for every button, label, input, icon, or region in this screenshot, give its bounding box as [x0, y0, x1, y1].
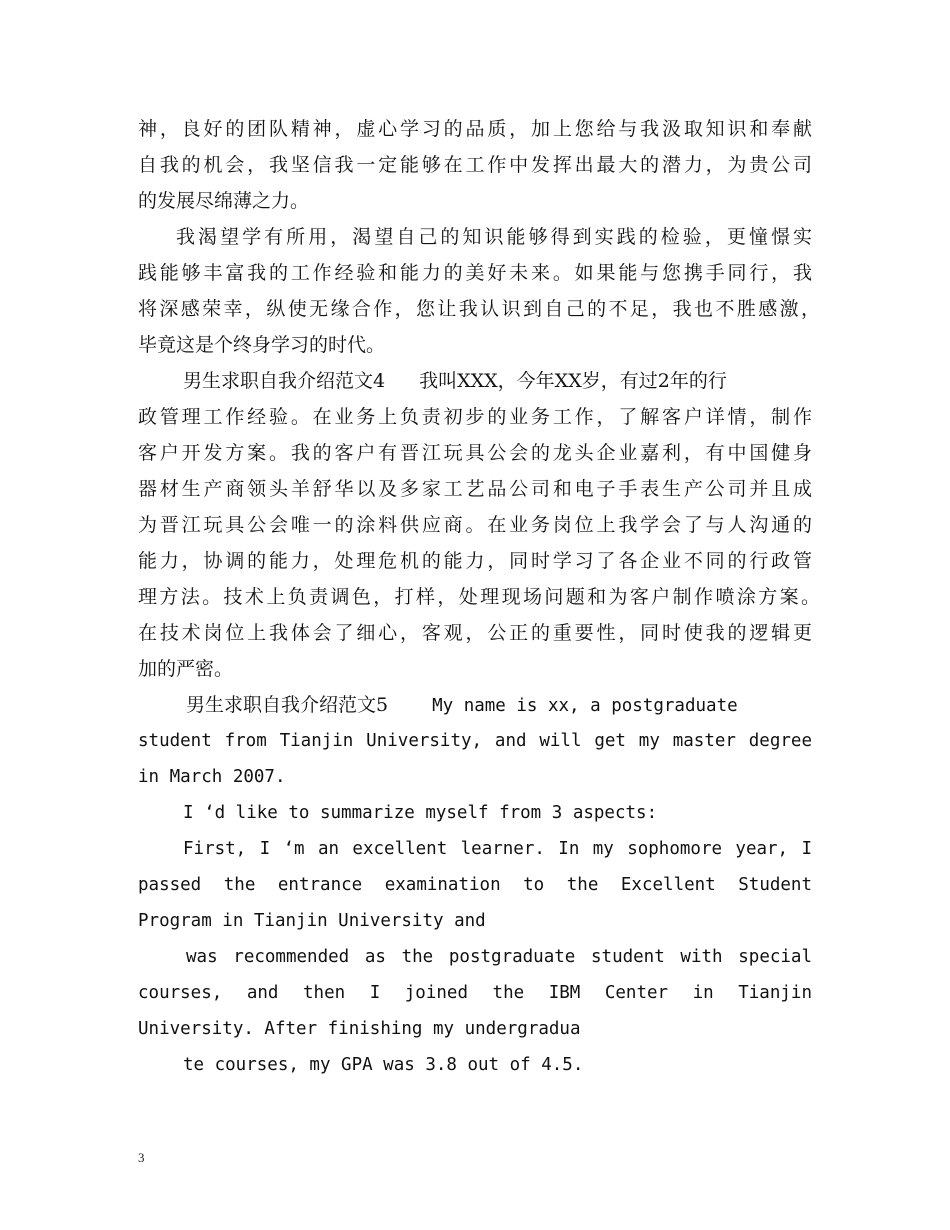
text-line: passed the entrance examination to the Excellent Student	[138, 875, 812, 895]
text-line: courses, and then I joined the IBM Center in Tianjin	[138, 983, 812, 1003]
section-text: My name is xx, a postgraduate	[432, 696, 738, 716]
text-line: 自我的机会，我坚信我一定能够在工作中发挥出最大的潜力，为贵公司	[138, 154, 812, 176]
text-line: University. After finishing my undergradua	[138, 1019, 581, 1039]
text-line: student from Tianjin University, and will get my master degree	[138, 731, 812, 751]
text-line: 客户开发方案。我的客户有晋江玩具公会的龙头企业嘉利，有中国健身	[138, 442, 812, 464]
text-line: I ‘d like to summarize myself from 3 aspects:	[183, 803, 658, 823]
text-line: 在技术岗位上我体会了细心，客观，公正的重要性，同时使我的逻辑更	[138, 622, 812, 644]
section-heading-line	[183, 368, 812, 394]
text-line: 为晋江玩具公会唯一的涂料供应商。在业务岗位上我学会了与人沟通的	[138, 514, 812, 536]
text-line: 神，良好的团队精神，虚心学习的品质，加上您给与我汲取知识和奉献	[138, 118, 812, 140]
text-line: 能力，协调的能力，处理危机的能力，同时学习了各企业不同的行政管	[138, 550, 812, 572]
text-line: 政管理工作经验。在业务上负责初步的业务工作，了解客户详情，制作	[138, 406, 812, 428]
text-line: 加的严密。	[138, 658, 234, 680]
page-number: 3	[138, 1150, 145, 1165]
text-line: 践能够丰富我的工作经验和能力的美好未来。如果能与您携手同行，我	[138, 262, 812, 284]
section-heading: 男生求职自我介绍范文5	[186, 694, 389, 716]
text-line: te courses, my GPA was 3.8 out of 4.5.	[183, 1055, 584, 1075]
section-text: 我叫XXX，今年XX岁，有过2年的行	[419, 370, 727, 392]
text-line: 器材生产商领头羊舒华以及多家工艺品公司和电子手表生产公司并且成	[138, 478, 812, 500]
text-line: 的发展尽绵薄之力。	[138, 190, 310, 212]
text-line: Program in Tianjin University and	[138, 911, 486, 931]
text-line: 毕竟这是个终身学习的时代。	[138, 334, 386, 356]
text-line: 我渴望学有所用，渴望自己的知识能够得到实践的检验，更憧憬实	[176, 226, 812, 248]
section-heading-line	[186, 692, 812, 718]
text-line: was recommended as the postgraduate student with special	[186, 947, 812, 967]
text-line: First, I ‘m an excellent learner. In my sophomore year, I	[183, 839, 812, 859]
text-line: 理方法。技术上负责调色，打样，处理现场问题和为客户制作喷涂方案。	[138, 586, 820, 608]
text-line: in March 2007.	[138, 767, 286, 787]
text-line: 将深感荣幸，纵使无缘合作，您让我认识到自己的不足，我也不胜感激，	[138, 298, 820, 320]
section-heading: 男生求职自我介绍范文4	[183, 370, 386, 392]
